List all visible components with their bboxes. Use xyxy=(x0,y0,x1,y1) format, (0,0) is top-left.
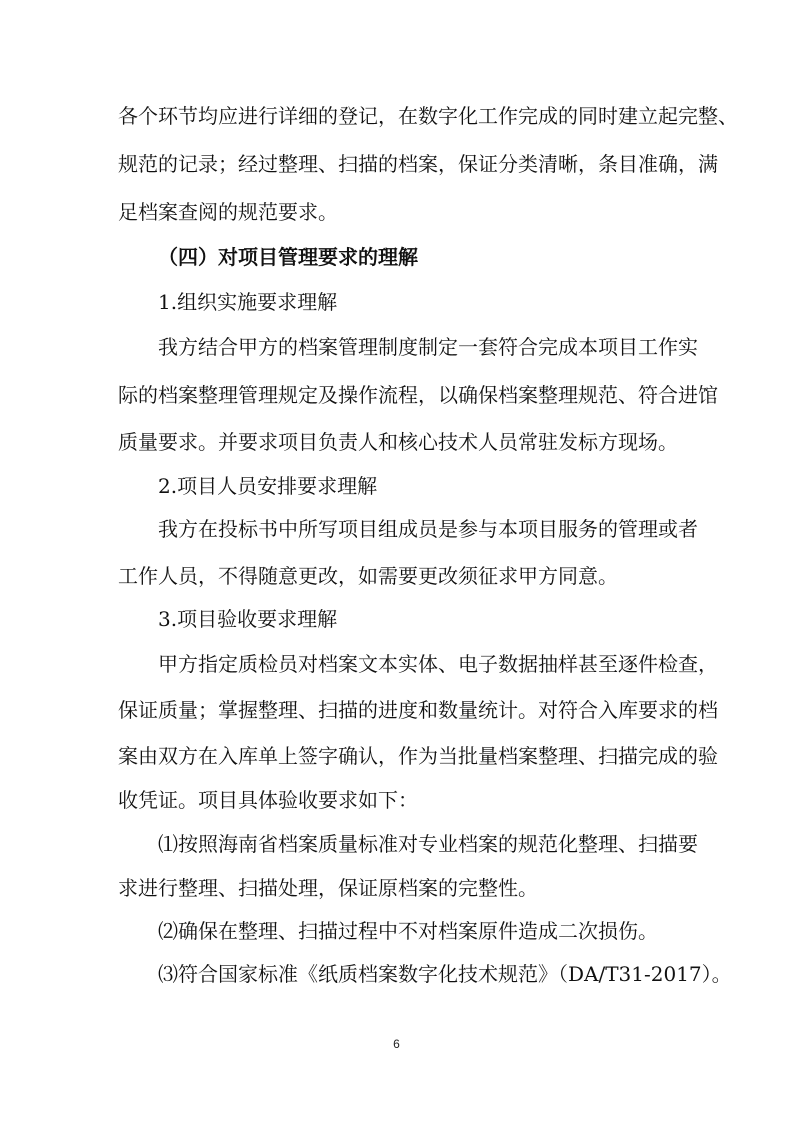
paragraph-line: 案由双方在入库单上签字确认，作为当批量档案整理、扫描完成的验 xyxy=(118,744,718,768)
section-heading: （四）对项目管理要求的理解 xyxy=(158,245,418,269)
subsection-heading: 3.项目验收要求理解 xyxy=(158,607,338,631)
paragraph-line: 工作人员，不得随意更改，如需要更改须征求甲方同意。 xyxy=(118,564,618,588)
paragraph-line: 收凭证。项目具体验收要求如下： xyxy=(118,788,418,812)
requirement-item: ⑶符合国家标准《纸质档案数字化技术规范》（DA/T31-2017）。 xyxy=(158,962,732,986)
paragraph-line: 我方在投标书中所写项目组成员是参与本项目服务的管理或者 xyxy=(158,517,698,541)
paragraph-line: 我方结合甲方的档案管理制度制定一套符合完成本项目工作实 xyxy=(158,335,698,359)
subsection-heading: 2.项目人员安排要求理解 xyxy=(158,474,378,498)
paragraph-line: 质量要求。并要求项目负责人和核心技术人员常驻发标方现场。 xyxy=(118,430,678,454)
page-number: 6 xyxy=(393,1037,400,1051)
subsection-heading: 1.组织实施要求理解 xyxy=(158,290,338,314)
paragraph-line: 甲方指定质检员对档案文本实体、电子数据抽样甚至逐件检查， xyxy=(158,652,718,676)
requirement-item: ⑵确保在整理、扫描过程中不对档案原件造成二次损伤。 xyxy=(158,919,658,943)
paragraph-line: 各个环节均应进行详细的登记，在数字化工作完成的同时建立起完整、 xyxy=(118,104,738,128)
requirement-item-continuation: 求进行整理、扫描处理，保证原档案的完整性。 xyxy=(118,876,538,900)
paragraph-line: 保证质量；掌握整理、扫描的进度和数量统计。对符合入库要求的档 xyxy=(118,698,718,722)
paragraph-line: 规范的记录；经过整理、扫描的档案，保证分类清晰，条目准确，满 xyxy=(118,152,718,176)
paragraph-line: 足档案查阅的规范要求。 xyxy=(118,200,338,224)
requirement-item: ⑴按照海南省档案质量标准对专业档案的规范化整理、扫描要 xyxy=(158,832,698,856)
paragraph-line: 际的档案整理管理规定及操作流程，以确保档案整理规范、符合进馆 xyxy=(118,383,718,407)
